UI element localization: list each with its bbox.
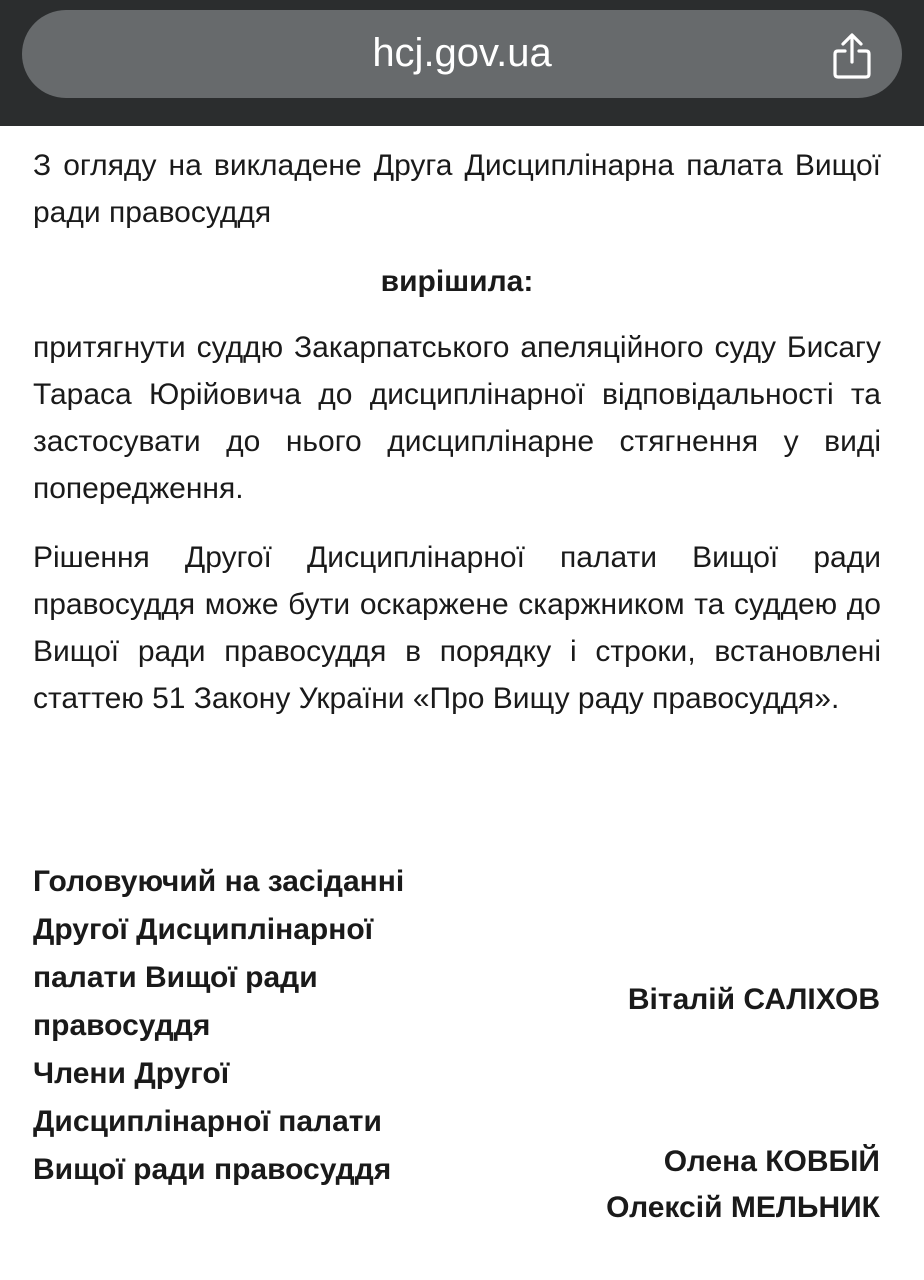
browser-toolbar [0, 0, 924, 126]
members-title-line: Члени Другої [33, 1057, 230, 1090]
signature-titles [33, 858, 405, 1194]
url-text[interactable]: hcj.gov.ua [372, 31, 552, 75]
member-name: Олена КОВБІЙ [663, 1145, 880, 1178]
presiding-title-line: правосуддя [33, 1009, 211, 1042]
members-title-line: Вищої ради правосуддя [33, 1153, 392, 1186]
presiding-title-line: Головуючий на засіданні [33, 865, 405, 898]
presiding-name: Віталій САЛІХОВ [627, 983, 880, 1016]
address-bar[interactable] [22, 10, 902, 98]
intro-paragraph: З огляду на викладене Друга Дисциплінарна палата Вищої ради правосуддя [33, 149, 881, 229]
decision-paragraph: притягнути суддю Закарпатського апеляційного суду Бисагу Тараса Юрійовича до дисциплінарної відповідальності та застосувати до нього дисциплінарне стягнення у виді попередження. [33, 331, 881, 505]
appeal-paragraph: Рішення Другої Дисциплінарної палати Вищої ради правосуддя може бути оскаржене скаржником та суддею до Вищої ради правосуддя в порядку і строки, встановлені статтею 51 Закону України «Про Вищу раду правосуддя». [33, 541, 881, 715]
members-title-line: Дисциплінарної палати [33, 1105, 382, 1138]
member-name: Олексій МЕЛЬНИК [606, 1191, 880, 1224]
presiding-title-line: палати Вищої ради [33, 961, 318, 994]
share-icon[interactable] [830, 32, 874, 80]
presiding-title-line: Другої Дисциплінарної [33, 913, 374, 946]
decision-heading: вирішила: [380, 265, 534, 298]
